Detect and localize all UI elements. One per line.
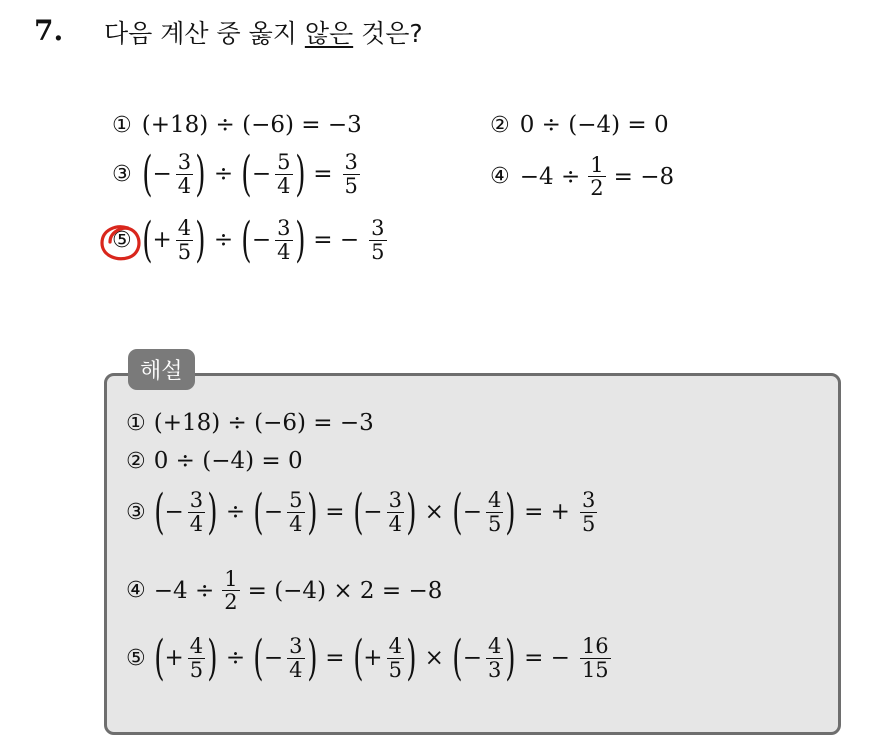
denominator: 4: [277, 239, 291, 264]
numerator: 4: [487, 634, 502, 659]
choice-marker: ②: [490, 112, 510, 138]
choice-marker: ③: [112, 161, 132, 187]
numerator: 3: [344, 150, 358, 175]
paren-open: (: [241, 146, 252, 202]
paren-open: (: [241, 212, 252, 268]
fraction: [188, 489, 205, 534]
fraction: [486, 635, 503, 680]
equals: = +: [524, 499, 570, 525]
solution-line-2: [126, 448, 303, 474]
choice-3[interactable]: [112, 146, 362, 202]
denominator: 5: [581, 511, 596, 536]
solution-expression: 0 ÷ (−4) = 0: [153, 448, 303, 474]
solution-marker: ④: [126, 578, 146, 604]
numerator: 4: [388, 634, 402, 659]
fraction: [176, 151, 193, 196]
sign: −: [251, 161, 272, 187]
numerator: 16: [581, 634, 609, 659]
paren-open: (: [253, 484, 264, 540]
equals: = −: [313, 227, 360, 253]
fraction: [287, 489, 304, 534]
paren-close: ): [406, 484, 417, 540]
numerator: 3: [581, 488, 596, 513]
denominator: 4: [177, 173, 192, 198]
choice-marker: ④: [490, 164, 510, 190]
numerator: 1: [590, 153, 604, 177]
operator: ÷: [213, 161, 234, 187]
sign: −: [164, 499, 184, 525]
choice-1[interactable]: [112, 112, 362, 138]
operator: ÷: [225, 499, 246, 525]
sign: −: [363, 499, 383, 525]
numerator: 3: [289, 634, 303, 659]
denominator: 2: [590, 176, 604, 201]
sign: +: [164, 645, 184, 671]
operator: ×: [424, 499, 444, 525]
choice-left: −4 ÷: [519, 163, 581, 190]
fraction: [275, 151, 292, 196]
paren-close: ): [306, 484, 318, 540]
solution-marker: ③: [126, 499, 146, 525]
solution-right: = (−4) × 2 = −8: [247, 577, 443, 604]
numerator: 4: [189, 634, 204, 659]
denominator: 5: [177, 239, 192, 264]
fraction: [588, 154, 605, 199]
choice-expression: (+18) ÷ (−6) = −3: [141, 112, 362, 138]
denominator: 3: [487, 657, 502, 682]
numerator: 5: [289, 488, 303, 513]
choice-right: = −8: [613, 163, 675, 190]
paren-open: (: [253, 630, 264, 686]
choice-4[interactable]: [490, 154, 674, 199]
equals: = −: [524, 645, 570, 671]
solution-line-5: [126, 630, 613, 686]
denominator: 5: [487, 511, 502, 536]
question-text: [104, 14, 423, 50]
choice-marker: ①: [112, 112, 132, 138]
paren-close: ): [505, 484, 516, 540]
denominator: 5: [189, 657, 204, 682]
denominator: 5: [388, 657, 402, 682]
paren-open: (: [352, 630, 364, 686]
result-fraction: [343, 151, 360, 196]
choice-expression: 0 ÷ (−4) = 0: [519, 112, 669, 138]
denominator: 5: [344, 173, 358, 198]
fraction: [387, 489, 404, 534]
paren-open: (: [452, 484, 463, 540]
paren-close: ): [406, 630, 417, 686]
choice-5[interactable]: [112, 212, 389, 268]
solution-marker: ①: [126, 410, 146, 436]
operator: ÷: [225, 645, 246, 671]
paren-close: ): [294, 146, 306, 202]
numerator: 4: [177, 216, 192, 241]
fraction: [287, 635, 304, 680]
solution-line-4: [126, 568, 442, 613]
fraction: [486, 489, 503, 534]
paren-open: (: [153, 484, 165, 540]
question-text-underlined: 않은: [304, 19, 354, 48]
denominator: 4: [289, 511, 303, 536]
solution-marker: ⑤: [126, 645, 146, 671]
operator: ÷: [213, 227, 234, 253]
denominator: 4: [289, 657, 303, 682]
denominator: 4: [277, 173, 291, 198]
sign: −: [263, 499, 284, 525]
paren-close: ): [207, 630, 218, 686]
numerator: 3: [371, 216, 385, 241]
choice-2[interactable]: [490, 112, 669, 138]
sign: +: [363, 645, 383, 671]
question-text-after: 것은?: [353, 19, 423, 48]
paren-close: ): [505, 630, 516, 686]
fraction: [188, 635, 205, 680]
denominator: 4: [189, 511, 204, 536]
fraction: [387, 635, 404, 680]
equals: =: [325, 499, 345, 525]
paren-open: (: [452, 630, 463, 686]
question-number: 7.: [34, 14, 64, 47]
solution-line-1: [126, 410, 374, 436]
numerator: 4: [487, 488, 502, 513]
paren-close: ): [207, 484, 218, 540]
choice-marker: ⑤: [112, 227, 132, 253]
solution-line-3: [126, 484, 599, 540]
numerator: 3: [177, 150, 192, 175]
numerator: 3: [189, 488, 204, 513]
paren-close: ): [195, 212, 206, 268]
denominator: 2: [224, 590, 238, 615]
operator: ×: [424, 645, 444, 671]
equals: =: [325, 645, 345, 671]
paren-open: (: [141, 212, 153, 268]
answer-circle-mark: [98, 222, 146, 264]
sign: −: [251, 227, 272, 253]
denominator: 4: [388, 511, 402, 536]
paren-open: (: [141, 146, 153, 202]
numerator: 1: [224, 567, 238, 591]
numerator: 3: [388, 488, 402, 513]
numerator: 3: [277, 216, 291, 241]
fraction: [275, 217, 292, 262]
result-fraction: [369, 217, 386, 262]
solution-marker: ②: [126, 448, 146, 474]
paren-close: ): [306, 630, 318, 686]
fraction: [176, 217, 193, 262]
denominator: 5: [371, 239, 385, 264]
result-fraction: [580, 635, 611, 680]
sign: +: [152, 227, 172, 253]
sign: −: [462, 645, 482, 671]
result-fraction: [580, 489, 597, 534]
paren-close: ): [294, 212, 306, 268]
solution-left: −4 ÷: [153, 577, 215, 604]
paren-open: (: [153, 630, 165, 686]
sign: −: [462, 499, 482, 525]
paren-close: ): [195, 146, 206, 202]
solution-label: 해설: [128, 349, 195, 390]
denominator: 15: [581, 657, 609, 682]
fraction: [222, 568, 239, 613]
paren-open: (: [352, 484, 364, 540]
solution-expression: (+18) ÷ (−6) = −3: [153, 410, 374, 436]
numerator: 5: [277, 150, 291, 175]
equals: =: [313, 161, 333, 187]
question-text-before: 다음 계산 중 옳지: [104, 19, 305, 48]
sign: −: [263, 645, 284, 671]
sign: −: [152, 161, 172, 187]
